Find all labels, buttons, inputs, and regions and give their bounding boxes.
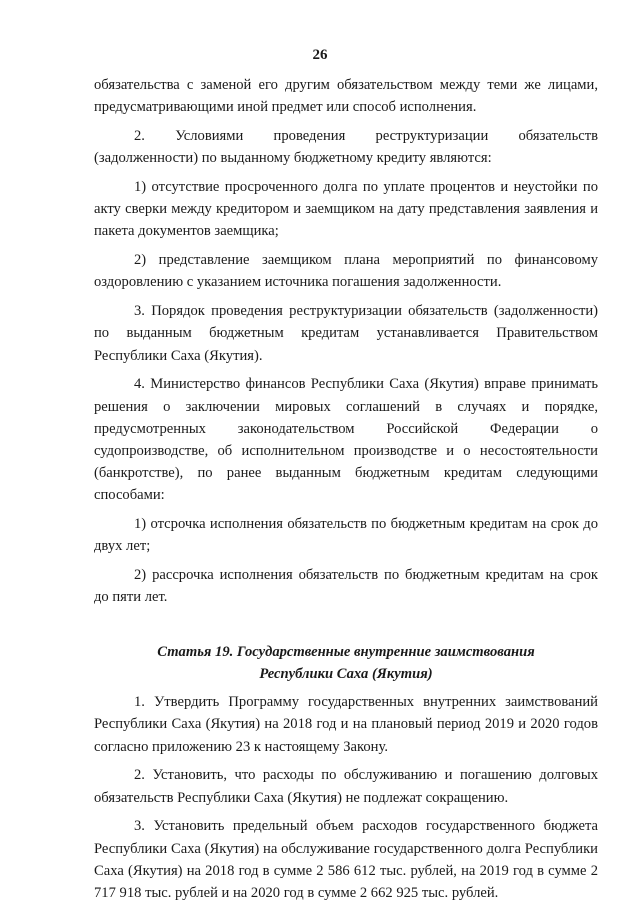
article-paragraph-1: 1. Утвердить Программу государственных внутренних заимствований Республики Саха (Якутия) на 2018 год и на плановый период 2019 и 2020 годов согласно приложению 23 к настоящему Закону. bbox=[94, 694, 598, 755]
page-content bbox=[94, 74, 598, 911]
paragraph-subitem-2: 2) представление заемщиком плана мероприятий по финансовому оздоровлению с указанием источника погашения задолженности. bbox=[94, 252, 598, 291]
page-number: 26 bbox=[312, 47, 328, 63]
paragraph-item-3: 3. Порядок проведения реструктуризации обязательств (задолженности) по выданным бюджетным кредитам устанавливается Правительством Республики Саха (Якутия). bbox=[94, 303, 598, 364]
article-title-line-1: Статья 19. Государственные внутренние заимствования bbox=[157, 644, 535, 661]
paragraph-subitem-2-installment: 2) рассрочка исполнения обязательств по бюджетным кредитам на срок до пяти лет. bbox=[94, 567, 598, 606]
article-paragraph-2: 2. Установить, что расходы по обслуживанию и погашению долговых обязательств Республики Саха (Якутия) не подлежат сокращению. bbox=[94, 767, 598, 806]
paragraph-subitem-1-deferral: 1) отсрочка исполнения обязательств по бюджетным кредитам на срок до двух лет; bbox=[94, 516, 598, 555]
paragraph-continuation: обязательства с заменой его другим обязательством между теми же лицами, предусматривающими иной предмет или способ исполнения. bbox=[94, 77, 598, 116]
paragraph-subitem-1: 1) отсутствие просроченного долга по уплате процентов и неустойки по акту сверки между кредитором и заемщиком на дату представления заявления и пакета документов заемщика; bbox=[94, 179, 598, 240]
section-spacer bbox=[94, 615, 598, 641]
article-title-line-2: Республики Саха (Якутия) bbox=[259, 666, 433, 683]
article-heading bbox=[94, 641, 598, 685]
article-paragraph-3: 3. Установить предельный объем расходов государственного бюджета Республики Саха (Якутия) на обслуживание государственного долга Республики Саха (Якутия) на 2018 год в сумме 2 586 612 тыс. рублей, на 2019 год в сумме 2 717 918 тыс. рублей и на 2020 год в сумме 2 662 925 тыс. рублей. bbox=[94, 818, 598, 902]
paragraph-item-2: 2. Условиями проведения реструктуризации обязательств (задолженности) по выданному бюджетному кредиту являются: bbox=[94, 128, 598, 167]
paragraph-item-4: 4. Министерство финансов Республики Саха (Якутия) вправе принимать решения о заключении мировых соглашений в случаях и порядке, предусмотренных законодательством Российской Федерации о судопроизводстве, об исполнительном производстве и о несостоятельности (банкротстве), по ранее выданным бюджетным кредитам следующими способами: bbox=[94, 376, 598, 504]
